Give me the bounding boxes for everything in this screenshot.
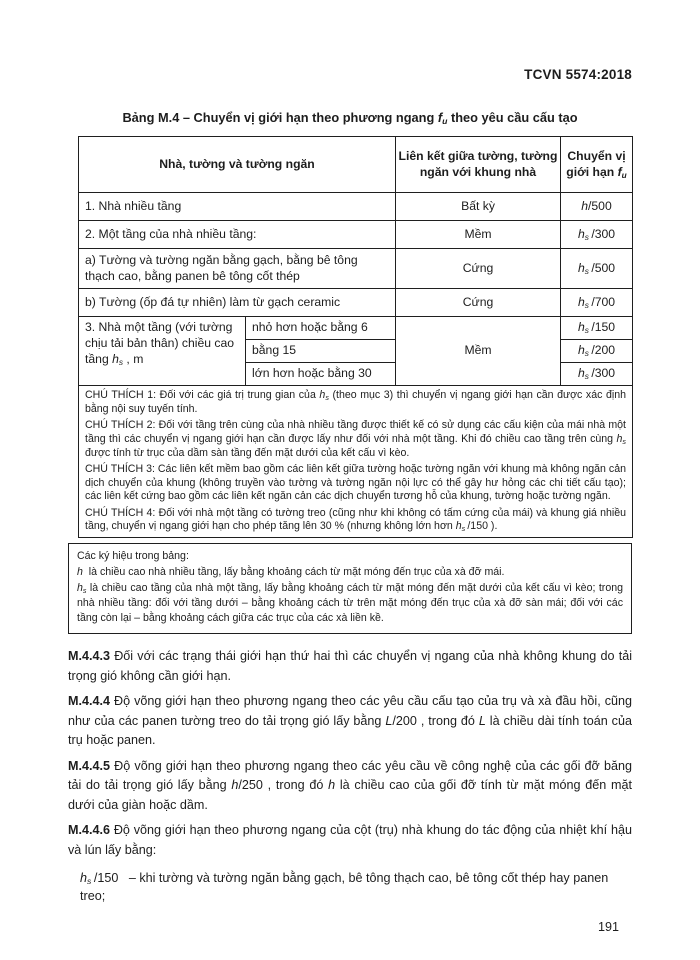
section-body: Độ võng giới hạn theo phương ngang của cột (trụ) nhà khung do tác động của nhiệt khí hậu và lún lấy bằng:	[68, 823, 632, 857]
cell-connection: Cứng	[396, 249, 561, 289]
table-notes	[79, 386, 633, 538]
cell-label: 3. Nhà một tầng (với tường chịu tải bản thân) chiều cao tầng $h_s$ , m	[79, 317, 246, 386]
cell-label: 1. Nhà nhiều tầng	[79, 193, 396, 221]
section-number: M.4.4.5	[68, 758, 110, 773]
standard-code: TCVN 5574:2018	[524, 67, 632, 82]
table-row	[79, 289, 633, 317]
cell-condition: bằng 15	[246, 340, 396, 363]
cell-label: 2. Một tầng của nhà nhiều tầng:	[79, 221, 396, 249]
cell-limit: $h_s$ /300	[561, 363, 633, 386]
displacement-limits-table	[78, 136, 633, 538]
cell-condition: nhỏ hơn hoặc bằng 6	[246, 317, 396, 340]
header-col-limit: Chuyển vị giới hạn $f_u$	[561, 137, 633, 193]
cell-connection: Mềm	[396, 317, 561, 386]
cell-condition: lớn hơn hoặc bằng 30	[246, 363, 396, 386]
cell-label: b) Tường (ốp đá tự nhiên) làm từ gạch ceramic	[79, 289, 396, 317]
symbols-box	[68, 543, 632, 634]
paragraph-m443	[68, 647, 632, 686]
paragraph-m445	[68, 757, 632, 816]
list-item-hs150: $h_s$ /150 – khi tường và tường ngăn bằng gạch, bê tông thạch cao, bê tông cốt thép hay panen treo;	[80, 871, 609, 904]
table-title: Bảng M.4 – Chuyển vị giới hạn theo phương ngang $f_u$ theo yêu cầu cấu tạo	[122, 110, 578, 127]
body-text	[68, 647, 632, 905]
cell-limit: $h_s$ /150	[561, 317, 633, 340]
page-number: 191	[597, 920, 619, 935]
cell-limit: $h_s$ /500	[561, 249, 633, 289]
section-number: M.4.4.6	[68, 823, 110, 838]
cell-connection: Cứng	[396, 289, 561, 317]
paragraph-m444	[68, 692, 632, 751]
table-row	[79, 317, 633, 340]
cell-limit: $h_s$ /300	[561, 221, 633, 249]
table-header-row	[79, 137, 633, 193]
cell-limit: h/500	[561, 193, 633, 221]
table-row	[79, 249, 633, 289]
table-row	[79, 221, 633, 249]
table-note: CHÚ THÍCH 4: Đối với nhà một tầng có tường treo (cũng như khi không có tấm cứng của mái) và khung giá nhiều tầng, chuyển vị ngang giới hạn cho phép tăng lên 30 % (nhưng không lớn hơn $h_s$ /150 ).	[85, 506, 626, 534]
cell-limit: $h_s$ /200	[561, 340, 633, 363]
cell-connection: Mềm	[396, 221, 561, 249]
table-row	[79, 193, 633, 221]
paragraph-m446	[68, 821, 632, 860]
table-notes-row	[79, 386, 633, 538]
section-body: Độ võng giới hạn theo phương ngang theo các yêu cầu cấu tạo của trụ và xà đầu hồi, cũng như của các panen tường treo do tải trọng gió lấy bằng L/200 , trong đó L là chiều dài tính toán của trụ hoặc panen.	[68, 694, 633, 748]
header-col-connection: Liên kết giữa tường, tường ngăn với khung nhà	[396, 137, 561, 193]
symbols-title: Các ký hiệu trong bảng:	[77, 550, 189, 563]
symbol-item: $h_s$ là chiều cao tầng của nhà một tầng, lấy bằng khoảng cách từ mặt móng đến mặt dưới của kết cấu vì kèo; trong nhà nhiều tầng: đối với tầng dưới – bằng khoảng cách từ trên mặt móng đến trục của xà đỡ sàn mái; đối với các tầng còn lại – bằng khoảng cách giữa các trục của các xà liền kề.	[77, 582, 623, 625]
cell-limit: $h_s$ /700	[561, 289, 633, 317]
header-col-building: Nhà, tường và tường ngăn	[79, 137, 396, 193]
cell-connection: Bất kỳ	[396, 193, 561, 221]
section-number: M.4.4.3	[68, 649, 110, 664]
symbol-item: h là chiều cao nhà nhiều tầng, lấy bằng khoảng cách từ mặt móng đến trục của xà đỡ mái.	[77, 566, 505, 579]
cell-label: a) Tường và tường ngăn bằng gạch, bằng bê tông thạch cao, bằng panen bê tông cốt thép	[79, 249, 396, 289]
table-note: CHÚ THÍCH 3: Các liên kết mềm bao gồm các liên kết giữa tường hoặc tường ngăn với khung mà không ngăn cản dịch chuyển của khung (không truyền vào tường và tường ngăn nội lực có thể gây hư hỏng các chi tiết cấu tạo); các liên kết cứng bao gồm các liên kết ngăn cản các dịch chuyển tương hỗ của khung, tường hoặc tường ngăn.	[85, 462, 626, 503]
table-note: CHÚ THÍCH 2: Đối với tầng trên cùng của nhà nhiều tầng được thiết kế có sử dụng các cấu kiện của mái nhà một tầng thì các chuyển vị ngang giới hạn cần được lấy như đối với nhà một tầng. Khi đó chiều cao tầng trên cùng $h_s$ được tính từ trục của dầm sàn tầng đến mặt dưới của kết cấu vì kèo.	[85, 419, 626, 459]
table-note: CHÚ THÍCH 1: Đối với các giá trị trung gian của $h_s$ (theo mục 3) thì chuyển vị ngang giới hạn cần được xác định bằng nội suy tuyến tính.	[85, 389, 626, 415]
section-number: M.4.4.4	[68, 694, 110, 709]
section-body: Đối với các trạng thái giới hạn thứ hai thì các chuyển vị ngang của nhà không khung do tải trọng gió không cần giới hạn.	[68, 649, 632, 683]
section-body: Độ võng giới hạn theo phương ngang theo các yêu cầu về công nghệ của các gối đỡ băng tải do tải trọng gió lấy bằng h/250 , trong đó h là chiều cao của gối đỡ tính từ mặt móng đến mặt dưới của giàn hoặc dầm.	[68, 758, 632, 812]
